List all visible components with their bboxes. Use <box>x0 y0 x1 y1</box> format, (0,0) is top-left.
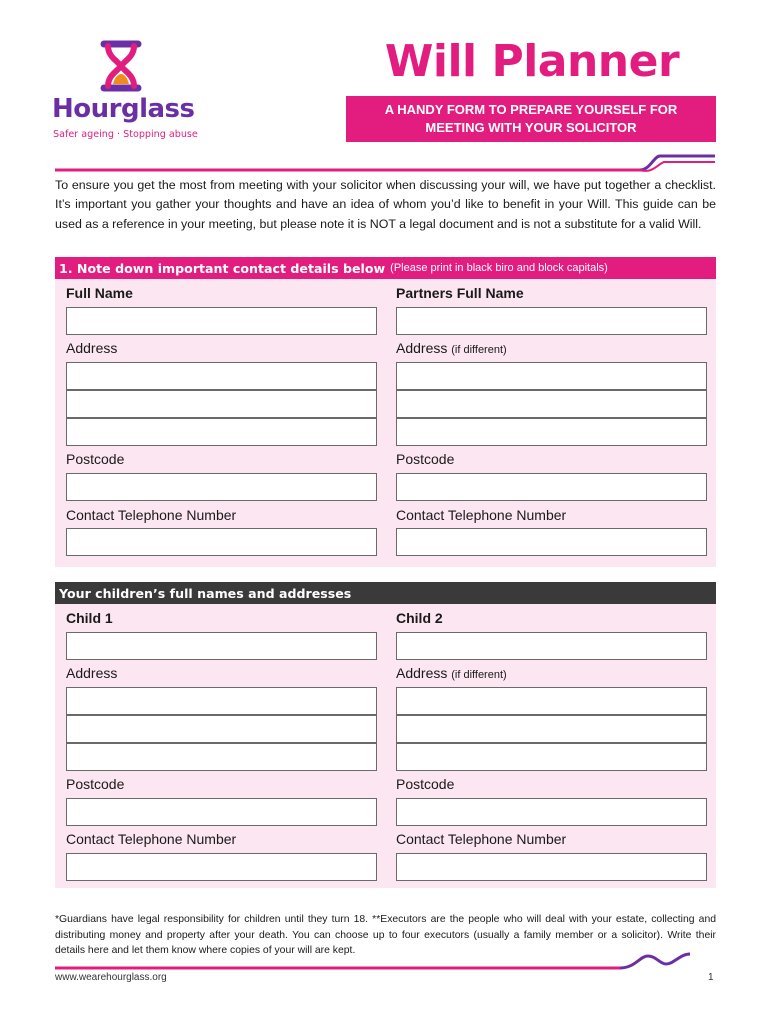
postcode-label: Postcode <box>66 451 125 467</box>
child-1-phone-label: Contact Telephone Number <box>66 831 237 847</box>
page-title: Will Planner <box>384 36 680 87</box>
partner-name-label: Partners Full Name <box>396 285 524 301</box>
address-line-1-field[interactable] <box>66 362 377 390</box>
if-different-note: (if different) <box>451 344 507 356</box>
child-1-address-line-3-field[interactable] <box>66 743 377 771</box>
partner-address-label: Address (if different) <box>396 340 507 356</box>
brand-name: Hourglass <box>52 94 195 124</box>
brand-tagline: Safer ageing · Stopping abuse <box>53 129 198 140</box>
partner-postcode-field[interactable] <box>396 473 707 501</box>
partner-address-line-2-field[interactable] <box>396 390 707 418</box>
contact-details-section <box>55 257 716 567</box>
section-header <box>55 582 716 604</box>
phone-field[interactable] <box>66 528 377 556</box>
child-2-address-label: Address (if different) <box>396 665 507 681</box>
child-2-address-line-1-field[interactable] <box>396 687 707 715</box>
address-line-2-field[interactable] <box>66 390 377 418</box>
child-2-postcode-label: Postcode <box>396 776 455 792</box>
child-1-address-label: Address <box>66 665 118 681</box>
partner-postcode-label: Postcode <box>396 451 455 467</box>
section-heading: Your children’s full names and addresses <box>59 585 352 601</box>
address-label: Address <box>66 340 118 356</box>
child-2-label: Child 2 <box>396 610 443 626</box>
child-1-address-line-1-field[interactable] <box>66 687 377 715</box>
child-1-postcode-field[interactable] <box>66 798 377 826</box>
subtitle-banner: A HANDY FORM TO PREPARE YOURSELF FOR MEETING WITH YOUR SOLICITOR <box>346 96 716 142</box>
full-name-label: Full Name <box>66 285 133 301</box>
hourglass-icon <box>98 40 144 92</box>
child-1-phone-field[interactable] <box>66 853 377 881</box>
child-2-address-line-2-field[interactable] <box>396 715 707 743</box>
full-name-field[interactable] <box>66 307 377 335</box>
hourglass-logo <box>52 40 202 150</box>
postcode-field[interactable] <box>66 473 377 501</box>
partner-address-line-3-field[interactable] <box>396 418 707 446</box>
child-1-name-field[interactable] <box>66 632 377 660</box>
child-2-phone-label: Contact Telephone Number <box>396 831 567 847</box>
child-2-address-line-3-field[interactable] <box>396 743 707 771</box>
address-line-3-field[interactable] <box>66 418 377 446</box>
child-1-address-line-2-field[interactable] <box>66 715 377 743</box>
children-section <box>55 582 716 888</box>
partner-name-field[interactable] <box>396 307 707 335</box>
partner-phone-field[interactable] <box>396 528 707 556</box>
phone-label: Contact Telephone Number <box>66 507 237 523</box>
section-note: (Please print in black biro and block capitals) <box>390 262 608 274</box>
child-2-postcode-field[interactable] <box>396 798 707 826</box>
if-different-note: (if different) <box>451 669 507 681</box>
child-1-postcode-label: Postcode <box>66 776 125 792</box>
section-heading: 1. Note down important contact details below <box>59 260 386 276</box>
footnote: *Guardians have legal responsibility for children until they turn 18. **Executors are the people who will deal with your estate, collecting and distributing money and property after your death. You can choose up to four executors (usually a family member or a solicitor). Write their details here and let them know where copies of your will are kept. <box>55 914 716 957</box>
child-1-label: Child 1 <box>66 610 113 626</box>
child-2-name-field[interactable] <box>396 632 707 660</box>
website-link[interactable]: www.wearehourglass.org <box>55 972 167 983</box>
partner-address-line-1-field[interactable] <box>396 362 707 390</box>
page-number: 1 <box>708 972 714 983</box>
intro-text: To ensure you get the most from meeting with your solicitor when discussing your will, we have put together a checklist. It’s important you gather your thoughts and have an idea of whom you’d like to benefit in your Will. This guide can be used as a reference in your meeting, but please note it is NOT a legal document and is not a substitute for a valid Will. <box>55 178 716 231</box>
child-2-phone-field[interactable] <box>396 853 707 881</box>
partner-phone-label: Contact Telephone Number <box>396 507 567 523</box>
section-header <box>55 257 716 279</box>
